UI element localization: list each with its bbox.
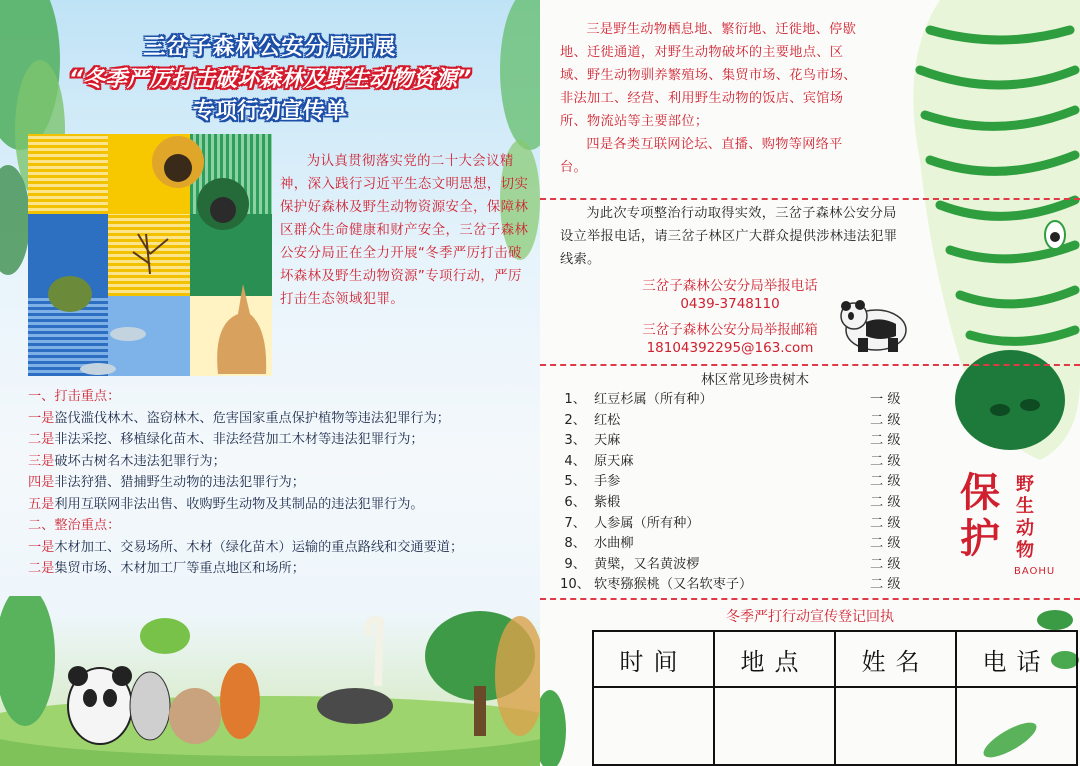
intro-paragraph: 为认真贯彻落实党的二十大会议精神，深入践行习近平生态文明思想，切实保护好森林及野生动物资源安全，保障林区群众生命健康和财产安全，三岔子森林公安分局正在全力开展“冬季严厉打击破坏森林及野生动物资源”专项行动，严厉打击生态领域犯罪。 bbox=[280, 154, 529, 307]
cell-name[interactable] bbox=[835, 687, 956, 765]
receipt-title: 冬季严打行动宣传登记回执 bbox=[726, 609, 894, 625]
tree-row: 6、 紫椴 二 级 bbox=[564, 494, 901, 510]
tree-row: 7、 人参属（所有种） 二 级 bbox=[564, 515, 901, 531]
cell-location[interactable] bbox=[714, 687, 835, 765]
leaflet-title-line2: “冬季严厉打击破坏森林及野生动物资源” bbox=[68, 67, 472, 92]
animal-mosaic-illustration bbox=[28, 134, 272, 376]
tree-row: 3、 天麻 二 级 bbox=[564, 433, 901, 449]
zebra-illustration bbox=[880, 0, 1080, 500]
col-location: 地点 bbox=[714, 631, 835, 687]
cell-time[interactable] bbox=[593, 687, 714, 765]
col-time: 时间 bbox=[593, 631, 714, 687]
tree-row: 10、 软枣猕猴桃（又名软枣子） 二 级 bbox=[560, 577, 901, 593]
tree-row: 1、 红豆杉属（所有种） 一 级 bbox=[564, 392, 901, 407]
rectify-header: 二、整治重点： bbox=[28, 518, 121, 533]
strike-item: 二是非法采挖、移植绿化苗木、非法经营加工木材等违法犯罪行为； bbox=[28, 432, 424, 447]
panda-icon bbox=[836, 298, 916, 354]
tree-row: 9、 黄檗，又名黄波椤 二 级 bbox=[564, 556, 901, 572]
trees-title: 林区常见珍贵树木 bbox=[701, 372, 809, 388]
hotline-number: 0439-3748110 bbox=[680, 296, 780, 312]
tree-row: 4、 原天麻 二 级 bbox=[564, 453, 901, 469]
right-panel bbox=[540, 0, 1080, 766]
rectify-item: 一是木材加工、交易场所、木材（绿化苗木）运输的重点路线和交通要道； bbox=[28, 539, 464, 555]
focus-item-3: 三是野生动物栖息地、繁衍地、迁徙地、停歇地、迁徙通道，对野生动物破坏的主要地点、区域、野生动物驯养繁殖场、集贸市场、花鸟市场、非法加工、经营、利用野生动物的饭店、宾馆场所、物流站等主要部位； 四是各类互联网论坛、直播、购物等网络平台。 bbox=[560, 22, 857, 175]
dashed-divider bbox=[540, 198, 1080, 200]
report-paragraph: 为此次专项整治行动取得实效，三岔子森林公安分局设立举报电话，请三岔子林区广大群众提供涉林违法犯罪线索。 bbox=[560, 206, 898, 267]
cell-phone[interactable] bbox=[956, 687, 1077, 765]
precious-trees-list bbox=[560, 368, 910, 596]
dashed-divider bbox=[540, 364, 1080, 366]
leaflet-title-line3: 专项行动宣传单 bbox=[192, 99, 347, 124]
col-phone: 电话 bbox=[956, 631, 1077, 687]
registration-receipt-table bbox=[592, 630, 1078, 766]
tree-row: 8、 水曲柳 二 级 bbox=[564, 536, 901, 552]
email-label: 三岔子森林公安分局举报邮箱 bbox=[642, 322, 818, 338]
email-address: 18104392295@163.com bbox=[646, 340, 814, 356]
strike-item: 四是非法狩猎、猎捕野生动物的违法犯罪行为； bbox=[28, 475, 305, 490]
col-name: 姓名 bbox=[835, 631, 956, 687]
tree-row: 2、 红松 二 级 bbox=[564, 412, 901, 428]
animals-icon bbox=[28, 134, 272, 376]
strike-item: 一是盗伐滥伐林木、盗窃林木、危害国家重点保护植物等违法犯罪行为； bbox=[28, 410, 450, 426]
rectify-item: 二是集贸市场、木材加工厂等重点地区和场所； bbox=[28, 561, 305, 576]
hotline-label: 三岔子森林公安分局举报电话 bbox=[642, 278, 818, 294]
leaflet-title-line1: 三岔子森林公安分局开展 bbox=[143, 35, 397, 60]
strike-header: 一、打击重点： bbox=[28, 389, 121, 404]
dashed-divider bbox=[540, 598, 1080, 600]
key-points-section bbox=[28, 386, 538, 580]
strike-item: 三是破坏古树名木违法犯罪行为； bbox=[28, 453, 226, 469]
cartoon-animals-scene bbox=[0, 596, 540, 766]
strike-item: 五是利用互联网非法出售、收购野生动物及其制品的违法犯罪行为。 bbox=[28, 496, 424, 512]
protect-wildlife-logo: 保护 野生动物 BAOHU bbox=[960, 469, 1056, 577]
tree-row: 5、 手参 二 级 bbox=[564, 474, 901, 490]
